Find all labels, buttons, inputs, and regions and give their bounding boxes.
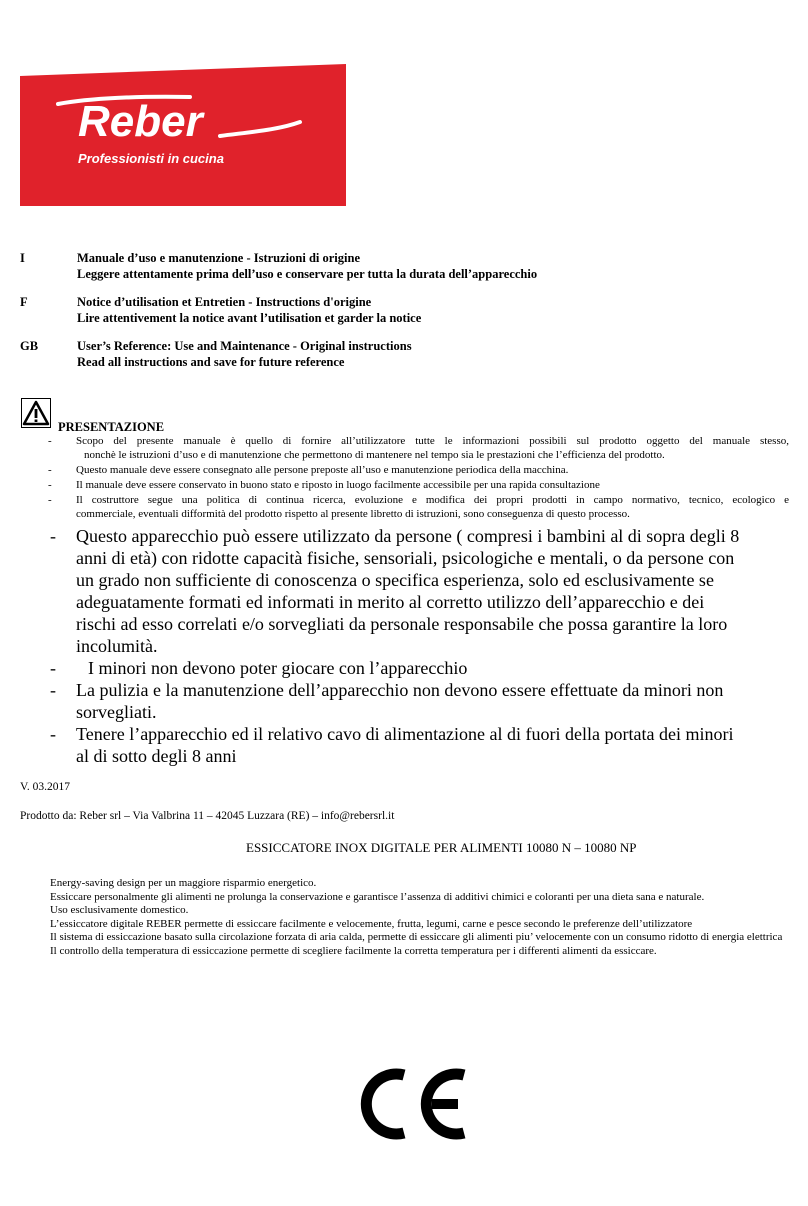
lang-line: Notice d’utilisation et Entretien - Instructions d'origine [77,295,372,309]
bullet-text: Il costruttore segue una politica di continua ricerca, evoluzione e modifica dei propri prodotti in campo normativo, tecnico, ecologico e [76,494,789,506]
bullet-text: nonchè le istruzioni d’uso e di manutenzione che permettono di mantenere nel tempo sia le prestazioni che l’efficienza del prodotto. [84,448,665,461]
bullet-dash: - [48,464,52,476]
bullet-text: La pulizia e la manutenzione dell’apparecchio non devono essere effettuate da minori non [76,680,724,700]
description-paragraph: Energy-saving design per un maggiore risparmio energetico. [50,877,317,889]
product-description [20,877,789,958]
bullet-dash: - [48,494,52,506]
description-paragraph: Essiccare personalmente gli alimenti ne prolunga la conservazione e garantisce l’assenza di additivi chimici e coloranti per una dieta sana e naturale. [50,890,705,903]
bullet-text: Questo manuale deve essere consegnato alle persone preposte all’uso e manutenzione periodica della macchina. [76,464,569,476]
description-paragraph: L’essiccatore digitale REBER permette di essiccare facilmente e velocemente, frutta, legumi, carne e pesce secondo le preferenze dell’utilizzatore [50,917,693,930]
bullet-text: Tenere l’apparecchio ed il relativo cavo di alimentazione al di fuori della portata dei minori [76,724,734,744]
lang-code: F [20,295,28,309]
product-title: ESSICCATORE INOX DIGITALE PER ALIMENTI 10080 N – 10080 NP [246,840,637,855]
lang-code: GB [20,339,39,353]
lang-line: Read all instructions and save for future reference [77,355,345,369]
producer-info: Prodotto da: Reber srl – Via Valbrina 11 – 42045 Luzzara (RE) – info@rebersrl.it [20,810,395,822]
bullet-text: al di sotto degli 8 anni [76,746,237,766]
bullet-dash: - [48,479,52,491]
bullet-dash: - [50,658,56,678]
lang-line: Lire attentivement la notice avant l’utilisation et garder la notice [77,311,422,325]
bullet-text: Questo apparecchio può essere utilizzato da persone ( compresi i bambini al di sopra degli 8 [76,526,740,546]
lang-code: I [20,251,25,265]
bullet-text: un grado non sufficiente di conoscenza o specifica esperienza, solo ed esclusivamente se [76,570,714,590]
bullet-text: commerciale, eventuali difformità del prodotto rispetto al presente libretto di istruzioni, sono conseguenza di questo processo. [76,507,630,520]
description-paragraph: Il controllo della temperatura di essiccazione permette di scegliere facilmente la corretta temperatura per i differenti alimenti da essiccare. [50,944,657,957]
description-paragraph: Il sistema di essiccazione basato sulla circolazione forzata di aria calda, permette di essiccare gli alimenti piu’ velocemente con un consumo ridotto di energia elettrica [50,931,783,943]
bullet-text: I minori non devono poter giocare con l’apparecchio [88,658,468,678]
bullet-text: anni di età) con ridotte capacità fisiche, sensoriali, psicologiche e mentali, o da persone con [76,548,735,568]
bullet-text: incolumità. [76,636,158,656]
bullet-text: sorvegliati. [76,702,157,722]
bullet-text: Il manuale deve essere conservato in buono stato e riposto in luogo facilmente accessibile per una rapida consultazione [76,479,600,491]
bullet-dash: - [50,526,56,546]
warning-icon [21,398,51,428]
bullet-dash: - [50,680,56,700]
ce-mark-icon [360,1065,472,1143]
lang-line: Leggere attentamente prima dell’uso e conservare per tutta la durata dell’apparecchio [77,267,538,281]
description-paragraph: Uso esclusivamente domestico. [50,904,189,916]
bullet-text: adeguatamente formati ed informati in merito al corretto utilizzo dell’apparecchio e dei [76,592,705,612]
brand-logo [20,64,346,206]
lang-line: Manuale d’uso e manutenzione - Istruzioni di origine [77,251,360,265]
presentation-title: PRESENTAZIONE [58,420,165,434]
brand-name: Reber [78,97,203,146]
bullet-dash: - [48,435,52,447]
lang-line: User’s Reference: Use and Maintenance - Original instructions [77,339,412,353]
bullet-text: Scopo del presente manuale è quello di fornire all’utilizzatore tutte le informazioni possibili sul prodotto oggetto del manuale stesso, [76,435,789,447]
bullet-text: rischi ad esso correlati e/o sorvegliati da personale responsabile che possa garantire la loro [76,614,728,634]
version-label: V. 03.2017 [20,781,70,793]
bullet-dash: - [50,724,56,744]
brand-slogan: Professionisti in cucina [78,151,224,166]
